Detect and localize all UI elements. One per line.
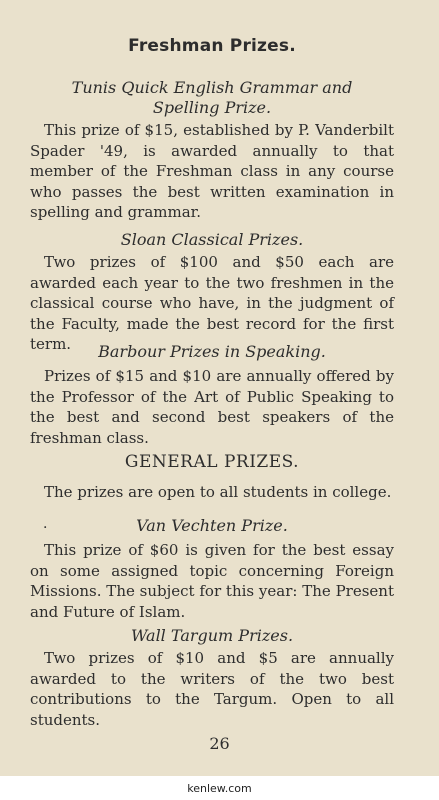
paragraph-van-vechten: This prize of $60 is given for the best essay on some assigned topic concerning Foreign Missions. The subject for this year: The Present and Future of Islam. xyxy=(30,541,394,621)
paragraph-general-intro: The prizes are open to all students in college. xyxy=(44,483,392,501)
section-title-tunis-line2: Spelling Prize. xyxy=(152,98,272,117)
section-title-sloan: Sloan Classical Prizes. xyxy=(120,230,304,249)
section-title-wall-targum: Wall Targum Prizes. xyxy=(130,626,294,645)
ink-dot: · xyxy=(43,520,48,536)
watermark-footer: kenlew.com xyxy=(187,782,252,795)
page-number: 26 xyxy=(209,734,230,753)
section-title-barbour: Barbour Prizes in Speaking. xyxy=(98,342,326,361)
page-title: Freshman Prizes. xyxy=(128,36,296,56)
section-title-tunis-line1: Tunis Quick English Grammar and xyxy=(71,78,353,97)
section-title-tunis xyxy=(30,78,394,118)
paragraph-wall-targum: Two prizes of $10 and $5 are annually awarded to the writers of the two best contributions to the Targum. Open to all students. xyxy=(30,649,394,729)
paragraph-barbour: Prizes of $15 and $10 are annually offered by the Professor of the Art of Public Speaking to the best and second best speakers of the freshman class. xyxy=(30,367,394,447)
general-prizes-heading: GENERAL PRIZES. xyxy=(124,452,300,472)
section-title-van-vechten: Van Vechten Prize. xyxy=(136,516,288,535)
paragraph-sloan: Two prizes of $100 and $50 each are awarded each year to the two freshmen in the classical course who have, in the judgment of the Faculty, made the best record for the first term. xyxy=(30,253,394,353)
paragraph-tunis: This prize of $15, established by P. Vanderbilt Spader '49, is awarded annually to that member of the Freshman class in any course who passes the best written examination in spelling and grammar. xyxy=(30,121,394,221)
